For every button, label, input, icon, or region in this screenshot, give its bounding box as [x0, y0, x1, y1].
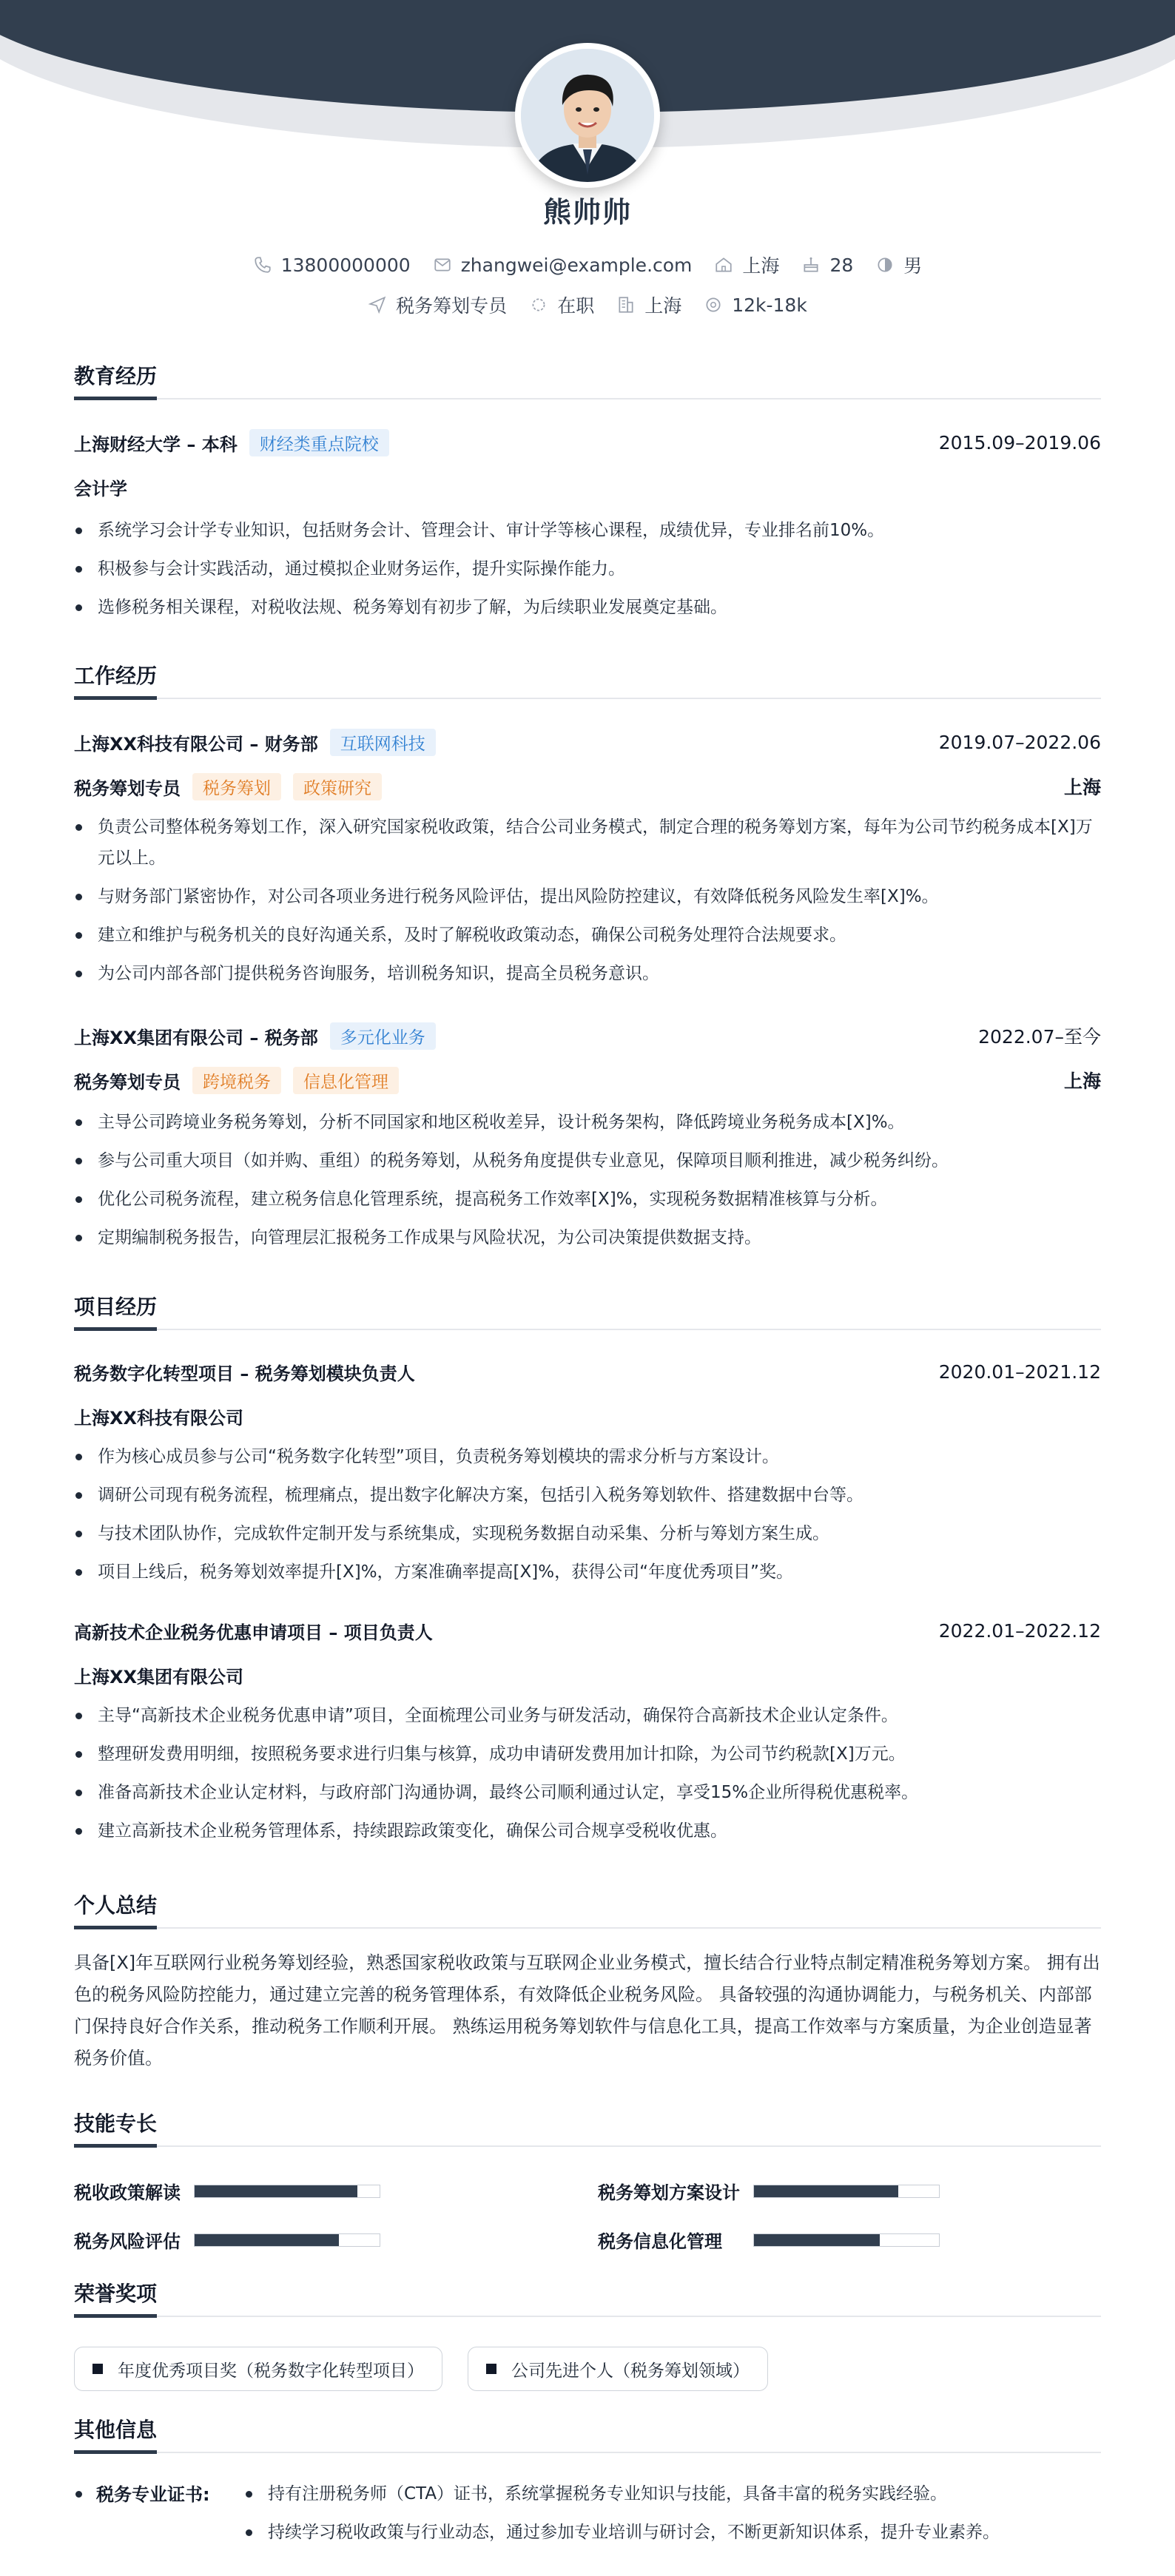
project-header [74, 1358, 1101, 1385]
project-bullets [74, 1441, 1101, 1595]
skills-section [74, 2110, 1101, 2258]
skill-bar-fill [754, 2234, 880, 2246]
role-row [74, 1067, 1101, 1093]
salary-item [704, 294, 807, 316]
role-tag: 跨境税务 [192, 1067, 281, 1094]
section-title: 教育经历 [74, 363, 1101, 399]
learning-text: 持续学习税收政策与行业动态，通过参加专业培训与研讨会，不断更新知识体系，提升专业素养。 [268, 2523, 1000, 2542]
skill-bar [194, 2185, 380, 2198]
education-header [74, 429, 1101, 456]
list-item: 建立和维护与税务机关的良好沟通关系，及时了解税收政策动态，确保公司税务处理符合法规要求。 [74, 920, 1101, 951]
list-item: 积极参与会计实践活动，通过模拟企业财务运作，提升实际操作能力。 [74, 553, 1101, 584]
project-date: 2022.01–2022.12 [938, 1619, 1101, 1642]
role-tag: 政策研究 [293, 773, 382, 800]
summary-section [74, 1892, 1101, 2084]
job-header [74, 1022, 1101, 1049]
job-intent-row [0, 291, 1175, 318]
skill-label: 税务风险评估 [74, 2231, 181, 2252]
school-name: 上海财经大学 – 本科 [74, 434, 238, 455]
list-item: 主导公司跨境业务税务筹划，分析不同国家和地区税收差异，设计税务架构，降低跨境业务税务成本[X]%。 [74, 1107, 1101, 1138]
job-location: 上海 [1063, 1070, 1101, 1092]
gender-text: 男 [903, 255, 923, 277]
list-item: 与财务部门紧密协作，对公司各项业务进行税务风险评估，提出风险防控建议，有效降低税务风险发生率[X]%。 [74, 881, 1101, 912]
award-list [74, 2347, 1101, 2394]
skill-bar [753, 2233, 940, 2247]
skill-item [74, 2227, 380, 2253]
award-item [74, 2347, 442, 2391]
job-city-text: 上海 [644, 295, 682, 317]
project-company-row [74, 1403, 1101, 1429]
role-name: 税务筹划专员 [74, 1071, 181, 1093]
list-item: 选修税务相关课程，对税收法规、税务筹划有初步了解，为后续职业发展奠定基础。 [74, 592, 1101, 623]
company-name: 上海XX集团有限公司 – 税务部 [74, 1027, 318, 1048]
city-item [714, 252, 779, 278]
salary-text: 12k-18k [732, 294, 807, 316]
skill-bar [753, 2185, 940, 2198]
award-item [468, 2347, 768, 2391]
role-tag: 税务筹划 [192, 773, 281, 800]
skill-label: 税务信息化管理 [598, 2231, 722, 2252]
skill-item [598, 2227, 940, 2253]
job-target-item [368, 291, 507, 318]
list-item: 为公司内部各部门提供税务咨询服务，培训税务知识，提高全员税务意识。 [74, 958, 1101, 989]
list-item: 项目上线后，税务筹划效率提升[X]%，方案准确率提高[X]%，获得公司“年度优秀项目”奖。 [74, 1557, 1101, 1588]
certificate-label: 税务专业证书: [96, 2484, 210, 2505]
education-bullets [74, 515, 1101, 630]
building-icon [616, 295, 636, 314]
section-title: 个人总结 [74, 1892, 1101, 1929]
contact-row [0, 252, 1175, 278]
role-row [74, 773, 1101, 800]
skill-bar [194, 2233, 380, 2247]
list-item: 调研公司现有税务流程，梳理痛点，提出数字化解决方案，包括引入税务筹划软件、搭建数据中台等。 [74, 1480, 1101, 1511]
city-text: 上海 [742, 255, 780, 277]
mail-icon [433, 255, 452, 274]
project-company: 上海XX集团有限公司 [74, 1666, 244, 1687]
list-item: 与技术团队协作，完成软件定制开发与系统集成，实现税务数据自动采集、分析与筹划方案生成。 [74, 1518, 1101, 1549]
job-bullets [74, 812, 1101, 997]
list-item: 主导“高新技术企业税务优惠申请”项目，全面梳理公司业务与研发活动，确保符合高新技术企业认定条件。 [74, 1700, 1101, 1731]
job-date: 2022.07–至今 [978, 1026, 1101, 1048]
education-date: 2015.09–2019.06 [938, 431, 1101, 454]
company-tag: 互联网科技 [330, 729, 436, 756]
company-name: 上海XX科技有限公司 – 财务部 [74, 733, 318, 755]
skill-bar-fill [195, 2234, 339, 2246]
list-item: 整理研发费用明细，按照税务要求进行归集与核算，成功申请研发费用加计扣除，为公司节约税款[X]万元。 [74, 1739, 1101, 1770]
role-tag: 信息化管理 [293, 1067, 399, 1094]
phone-icon [253, 255, 272, 274]
other-list [74, 2478, 1101, 2560]
work-section [74, 662, 1101, 1261]
list-item: 准备高新技术企业认定材料，与政府部门沟通协调，最终公司顺利通过认定，享受15%企业所得税优惠税率。 [74, 1777, 1101, 1808]
project-company-row [74, 1662, 1101, 1688]
list-item: 建立高新技术企业税务管理体系，持续跟踪政策变化，确保公司合规享受税收优惠。 [74, 1815, 1101, 1847]
projects-section [74, 1293, 1101, 1870]
bullet-dot [75, 2491, 82, 2498]
gender-icon [875, 255, 895, 274]
awards-section [74, 2280, 1101, 2398]
list-item: 定期编制税务报告，向管理层汇报税务工作成果与风险状况，为公司决策提供数据支持。 [74, 1222, 1101, 1253]
section-title: 工作经历 [74, 662, 1101, 699]
phone-item [253, 254, 411, 276]
skill-item [74, 2178, 380, 2204]
summary-text: 具备[X]年互联网行业税务筹划经验，熟悉国家税收政策与互联网企业业务模式，擅长结合行业特点制定精准税务筹划方案。 拥有出色的税务风险防控能力，通过建立完善的税务管理体系，有效降低企业税务风险。 具备较强的沟通协调能力，与税务机关、内部部门保持良好合作关系，推动税务工作顺利开展。 熟练运用税务筹划软件与信息化工具，提高工作效率与方案质量，为企业创造显著税务价值。 [74, 1952, 1100, 2068]
list-item: 参与公司重大项目（如并购、重组）的税务筹划，从税务角度提供专业意见，保障项目顺利推进，减少税务纠纷。 [74, 1145, 1101, 1176]
age-text: 28 [829, 254, 854, 276]
major-name: 会计学 [74, 478, 127, 499]
skill-item [598, 2178, 940, 2204]
bullet-dot [246, 2529, 252, 2536]
project-bullets [74, 1700, 1101, 1854]
list-item: 负责公司整体税务筹划工作，深入研究国家税收政策，结合公司业务模式，制定合理的税务筹划方案，每年为公司节约税务成本[X]万元以上。 [74, 812, 1101, 874]
job-bullets [74, 1107, 1101, 1261]
award-text: 年度优秀项目奖（税务数字化转型项目） [118, 2361, 424, 2381]
major-row [74, 473, 1101, 500]
list-item: 系统学习会计学专业知识，包括财务会计、管理会计、审计学等核心课程，成绩优异，专业排名前10%。 [74, 515, 1101, 546]
square-bullet-icon [486, 2364, 496, 2374]
project-name: 税务数字化转型项目 – 税务筹划模块负责人 [74, 1363, 415, 1384]
avatar-photo [521, 49, 654, 182]
project-name: 高新技术企业税务优惠申请项目 – 项目负责人 [74, 1622, 433, 1643]
job-location: 上海 [1063, 777, 1101, 798]
section-title: 项目经历 [74, 1293, 1101, 1330]
award-text: 公司先进个人（税务筹划领域） [511, 2361, 750, 2381]
role-name: 税务筹划专员 [74, 778, 181, 799]
candidate-name: 熊帅帅 [542, 196, 632, 229]
school-tag: 财经类重点院校 [249, 429, 389, 456]
phone-text: 13800000000 [280, 254, 411, 276]
status-icon [529, 295, 548, 314]
email-text: zhangwei@example.com [460, 254, 693, 276]
job-header [74, 729, 1101, 755]
home-icon [714, 255, 733, 274]
avatar [515, 43, 660, 188]
company-tag: 多元化业务 [330, 1022, 436, 1050]
skill-label: 税务筹划方案设计 [598, 2182, 740, 2203]
section-title: 荣誉奖项 [74, 2280, 1101, 2317]
section-title: 其他信息 [74, 2416, 1101, 2453]
job-target-text: 税务筹划专员 [396, 295, 508, 317]
section-title: 技能专长 [74, 2110, 1101, 2147]
email-item [433, 254, 693, 276]
square-bullet-icon [92, 2364, 103, 2374]
other-section [74, 2416, 1101, 2564]
skill-label: 税收政策解读 [74, 2182, 181, 2203]
status-text: 在职 [557, 295, 595, 317]
age-item [801, 254, 853, 276]
certificate-text: 持有注册税务师（CTA）证书，系统掌握税务专业知识与技能，具备丰富的税务实践经验。 [268, 2484, 948, 2503]
send-icon [368, 295, 387, 314]
list-item: 作为核心成员参与公司“税务数字化转型”项目，负责税务筹划模块的需求分析与方案设计。 [74, 1441, 1101, 1472]
project-date: 2020.01–2021.12 [938, 1361, 1101, 1383]
gender-item [875, 252, 922, 278]
list-item: 优化公司税务流程，建立税务信息化管理系统，提高税务工作效率[X]%，实现税务数据精准核算与分析。 [74, 1184, 1101, 1215]
cake-icon [801, 255, 821, 274]
skill-bar-fill [754, 2185, 898, 2197]
project-company: 上海XX科技有限公司 [74, 1407, 244, 1429]
job-date: 2019.07–2022.06 [938, 731, 1101, 753]
skill-bar-fill [195, 2185, 357, 2197]
coin-icon [704, 295, 723, 314]
project-header [74, 1617, 1101, 1644]
status-item [529, 291, 594, 318]
bullet-dot [246, 2491, 252, 2498]
job-city-item [616, 291, 681, 318]
education-section [74, 363, 1101, 629]
